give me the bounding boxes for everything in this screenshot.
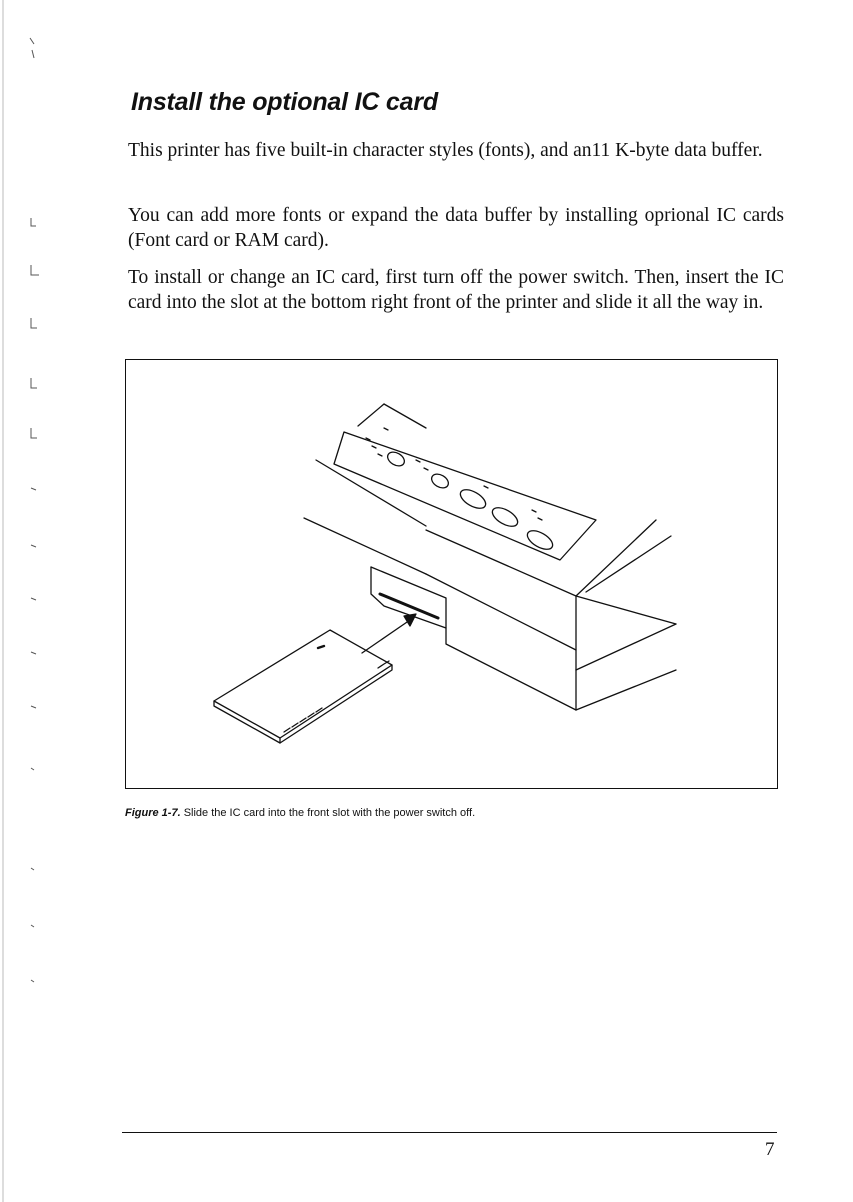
ic-card-icon <box>214 630 392 743</box>
figure-caption <box>125 807 475 819</box>
page-number: 7 <box>765 1139 775 1160</box>
footer-rule <box>122 1132 777 1133</box>
paragraph-add-fonts: You can add more fonts or expand the data buffer by installing oprional IC cards (Font card or RAM card). <box>128 205 784 251</box>
panel-buttons <box>385 449 555 553</box>
section-title: Install the optional IC card <box>131 88 438 116</box>
figure-illustration <box>125 359 778 789</box>
card-slot <box>371 567 576 710</box>
insert-arrow-icon <box>362 614 416 653</box>
control-panel-outline <box>334 432 596 560</box>
binding-edge-marks <box>0 0 40 1202</box>
printer-ic-card-illustration <box>126 360 779 790</box>
figure-label: Figure 1-7. <box>125 807 181 819</box>
paragraph-install-steps: To install or change an IC card, first turn off the power switch. Then, insert the IC card into the slot at the bottom right front of the printer and slide it all the way in. <box>128 267 784 313</box>
figure-caption-text: Slide the IC card into the front slot with the power switch off. <box>183 807 476 819</box>
paragraph-fonts-buffer: This printer has five built-in character styles (fonts), and an11 K-byte data buffer. <box>128 140 763 161</box>
